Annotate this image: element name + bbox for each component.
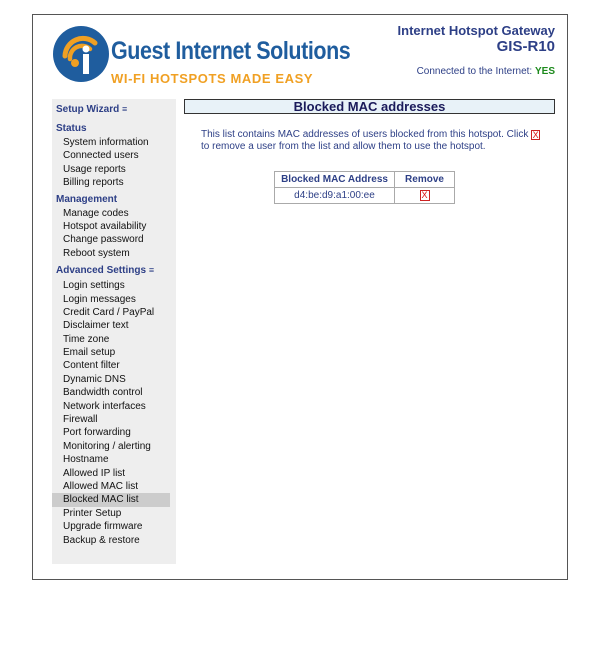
- sidebar-item-time-zone[interactable]: Time zone: [63, 333, 110, 345]
- sidebar-item-network-interfaces[interactable]: Network interfaces: [63, 400, 146, 412]
- sidebar-item-content-filter[interactable]: Content filter: [63, 360, 120, 372]
- management-item-list: [52, 207, 176, 261]
- column-header-remove: Remove: [395, 172, 455, 188]
- sidebar-item-reboot-system[interactable]: Reboot system: [63, 247, 130, 259]
- sidebar-item-credit-card-paypal[interactable]: Credit Card / PayPal: [63, 306, 155, 318]
- sidebar-item-hostname[interactable]: Hostname: [63, 454, 109, 466]
- column-header-mac: Blocked MAC Address: [275, 172, 395, 188]
- sidebar-item-change-password[interactable]: Change password: [63, 234, 144, 246]
- sidebar-item-firewall[interactable]: Firewall: [63, 414, 98, 426]
- status-item-list: [52, 136, 176, 190]
- sidebar-item-upgrade-firmware[interactable]: Upgrade firmware: [63, 521, 143, 533]
- sidebar-item-email-setup[interactable]: Email setup: [63, 347, 116, 359]
- sidebar-item-monitoring-alerting[interactable]: Monitoring / alerting: [63, 440, 151, 452]
- sidebar-nav: [52, 99, 176, 564]
- expand-icon: ≡: [148, 265, 155, 276]
- brand-logo[interactable]: [51, 23, 351, 87]
- remove-x-icon: X: [532, 130, 539, 140]
- sidebar-item-disclaimer-text[interactable]: Disclaimer text: [63, 320, 129, 332]
- table-header-row: [275, 172, 455, 188]
- connection-status: [417, 66, 555, 77]
- product-model: GIS-R10: [496, 38, 555, 55]
- advanced-item-list: [52, 279, 176, 547]
- table-row: [275, 188, 455, 204]
- description-text-after: to remove a user from the list and allow them to use the hotspot.: [201, 141, 486, 152]
- sidebar-item-billing-reports[interactable]: Billing reports: [63, 177, 124, 189]
- sidebar-section-status: Status: [56, 123, 87, 134]
- connection-label: Connected to the Internet:: [416, 66, 533, 77]
- product-title: Internet Hotspot Gateway: [397, 23, 555, 38]
- sidebar-setup-wizard[interactable]: [52, 101, 176, 116]
- setup-wizard-label: Setup Wizard: [56, 104, 120, 115]
- sidebar-item-connected-users[interactable]: Connected users: [63, 150, 139, 162]
- sidebar-item-dynamic-dns[interactable]: Dynamic DNS: [63, 373, 126, 385]
- sidebar-item-usage-reports[interactable]: Usage reports: [63, 163, 126, 175]
- remove-button[interactable]: X: [421, 190, 428, 200]
- logo-title: Guest Internet Solutions: [111, 37, 351, 65]
- expand-icon: ≡: [122, 104, 128, 114]
- advanced-settings-label: Advanced Settings: [56, 265, 147, 277]
- sidebar-item-system-information[interactable]: System information: [63, 137, 149, 148]
- sidebar-item-hotspot-availability[interactable]: Hotspot availability: [63, 220, 147, 232]
- page-frame: [32, 14, 568, 580]
- page-title: Blocked MAC addresses: [184, 99, 555, 114]
- logo-tagline: WI-FI HOTSPOTS MADE EASY: [111, 71, 314, 86]
- sidebar-item-port-forwarding[interactable]: Port forwarding: [63, 427, 131, 439]
- sidebar-item-bandwidth-control[interactable]: Bandwidth control: [63, 387, 143, 399]
- page-description: [201, 129, 541, 153]
- sidebar-item-login-messages[interactable]: Login messages: [63, 293, 136, 305]
- sidebar-section-advanced[interactable]: [52, 262, 176, 277]
- remove-cell: [395, 188, 455, 204]
- mac-address-cell: d4:be:d9:a1:00:ee: [275, 188, 395, 204]
- sidebar-item-login-settings[interactable]: Login settings: [63, 280, 125, 292]
- logo-wifi-icon: [51, 23, 111, 85]
- sidebar-item-allowed-ip-list[interactable]: Allowed IP list: [63, 467, 126, 479]
- sidebar-item-manage-codes[interactable]: Manage codes: [63, 207, 129, 219]
- sidebar-item-backup-restore[interactable]: Backup & restore: [63, 534, 140, 546]
- description-text-before: This list contains MAC addresses of users blocked from this hotspot. Click: [201, 129, 532, 140]
- sidebar-item-printer-setup[interactable]: Printer Setup: [63, 507, 122, 519]
- sidebar-item-allowed-mac-list[interactable]: Allowed MAC list: [63, 480, 139, 492]
- sidebar-section-management: Management: [56, 193, 118, 205]
- connection-value: YES: [534, 66, 555, 77]
- sidebar-item-blocked-mac-list[interactable]: Blocked MAC list: [52, 493, 170, 506]
- blocked-mac-table: [274, 171, 455, 204]
